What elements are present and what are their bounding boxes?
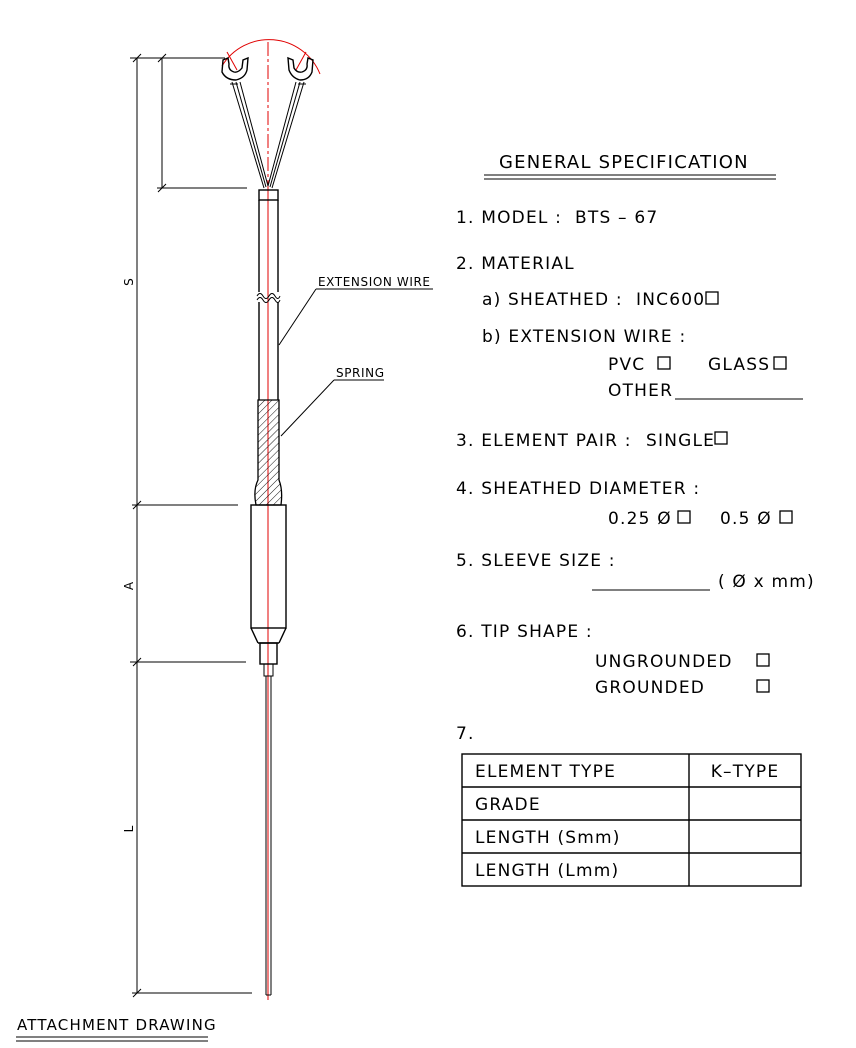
diameter-option-2: 0.5 Ø (720, 509, 772, 529)
extension-wire-spec-label: b) EXTENSION WIRE : (482, 327, 687, 347)
ungrounded-label: UNGROUNDED (595, 652, 733, 672)
spec-title: GENERAL SPECIFICATION (499, 152, 749, 173)
diameter-option-1: 0.25 Ø (608, 509, 672, 529)
dim-label-l: L (122, 825, 136, 833)
single-checkbox[interactable] (715, 432, 727, 444)
diameter-checkbox-2[interactable] (780, 511, 792, 523)
dim-label-s: S (122, 278, 136, 286)
sheathed-diameter-label: 4. SHEATHED DIAMETER : (456, 479, 701, 499)
table-cell-element-type: ELEMENT TYPE (475, 762, 617, 782)
pvc-label: PVC (608, 355, 646, 375)
element-pair-value: SINGLE (646, 431, 716, 451)
sheathed-checkbox[interactable] (706, 292, 718, 304)
dimension-lines (130, 54, 252, 997)
material-label: 2. MATERIAL (456, 254, 575, 274)
sheathed-value: INC600 (636, 290, 706, 310)
general-specification (456, 152, 815, 886)
dim-label-a: A (122, 581, 136, 591)
table-cell-k-type: K–TYPE (710, 762, 780, 782)
spring (255, 400, 282, 505)
model-value: BTS – 67 (575, 208, 659, 228)
sleeve-size-unit: ( Ø x mm) (718, 572, 815, 592)
thermocouple-drawing (122, 40, 433, 1000)
table-cell-length-l: LENGTH (Lmm) (475, 861, 620, 881)
extension-wire-label: EXTENSION WIRE (318, 275, 431, 289)
spring-label: SPRING (336, 366, 385, 380)
element-pair-label: 3. ELEMENT PAIR : (456, 431, 632, 451)
diameter-checkbox-1[interactable] (678, 511, 690, 523)
spade-terminal-left (222, 58, 248, 80)
grounded-checkbox[interactable] (757, 680, 769, 692)
model-label: 1. MODEL : (456, 208, 563, 228)
attachment-drawing-title: ATTACHMENT DRAWING (17, 1016, 217, 1034)
other-label: OTHER (608, 381, 674, 401)
leaders (279, 289, 433, 436)
item-7-label: 7. (456, 724, 475, 744)
glass-label: GLASS (708, 355, 771, 375)
sheathed-label: a) SHEATHED : (482, 290, 623, 310)
pvc-checkbox[interactable] (658, 357, 670, 369)
sleeve-size-label: 5. SLEEVE SIZE : (456, 551, 616, 571)
table-cell-grade: GRADE (475, 795, 541, 815)
table-cell-length-s: LENGTH (Smm) (475, 828, 621, 848)
grounded-label: GROUNDED (595, 678, 706, 698)
tip-shape-label: 6. TIP SHAPE : (456, 622, 593, 642)
glass-checkbox[interactable] (774, 357, 786, 369)
ungrounded-checkbox[interactable] (757, 654, 769, 666)
